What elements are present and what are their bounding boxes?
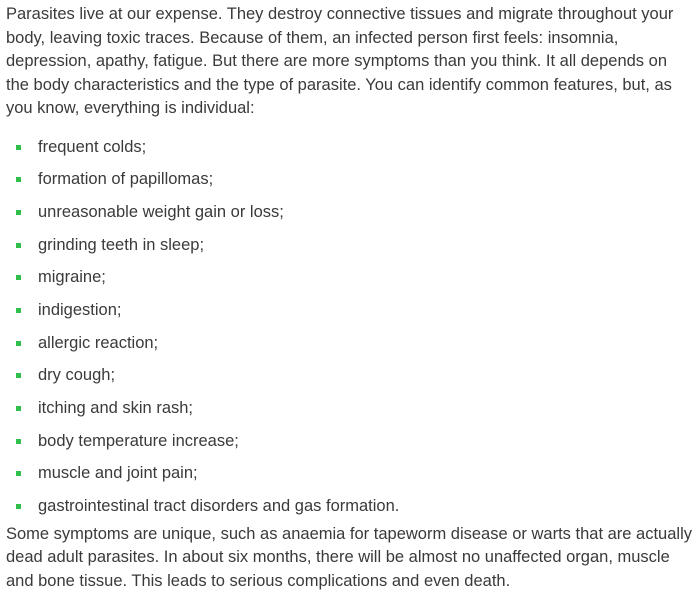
bullet-icon (16, 145, 21, 150)
bullet-icon (16, 471, 21, 476)
list-item-label: formation of papillomas; (38, 170, 214, 189)
list-item-label: allergic reaction; (38, 333, 159, 352)
outro-paragraph: Some symptoms are unique, such as anaemia for tapeworm disease or warts that are actually dead adult parasites. In about six months, there will be almost no unaffected organ, muscle and bone tissue. This leads to serious complications and even death. (6, 524, 692, 590)
list-item-label: muscle and joint pain; (38, 464, 198, 483)
list-item (6, 425, 694, 458)
article-body (0, 3, 700, 593)
list-item (6, 229, 694, 262)
list-item-label: unreasonable weight gain or loss; (38, 202, 284, 221)
list-item-label: grinding teeth in sleep; (38, 235, 205, 254)
list-item (6, 327, 694, 360)
list-item (6, 196, 694, 229)
list-item-label: body temperature increase; (38, 431, 239, 450)
list-item (6, 392, 694, 425)
list-item (6, 457, 694, 490)
bullet-icon (16, 210, 21, 215)
bullet-icon (16, 177, 21, 182)
list-item-label: indigestion; (38, 300, 122, 319)
bullet-icon (16, 308, 21, 313)
list-item (6, 163, 694, 196)
bullet-icon (16, 406, 21, 411)
list-item (6, 261, 694, 294)
bullet-icon (16, 504, 21, 509)
list-item (6, 490, 694, 523)
bullet-icon (16, 373, 21, 378)
bullet-icon (16, 275, 21, 280)
list-item-label: gastrointestinal tract disorders and gas formation. (38, 497, 400, 516)
bullet-icon (16, 243, 21, 248)
list-item-label: dry cough; (38, 366, 116, 385)
list-item-label: itching and skin rash; (38, 399, 194, 417)
list-item (6, 131, 694, 164)
bullet-icon (16, 341, 21, 346)
list-item-label: frequent colds; (38, 137, 147, 156)
symptom-list (6, 131, 694, 523)
list-item-label: migraine; (38, 268, 106, 287)
list-item (6, 294, 694, 327)
bullet-icon (16, 439, 21, 444)
list-item (6, 359, 694, 392)
intro-paragraph: Parasites live at our expense. They destroy connective tissues and migrate throughout your body, leaving toxic traces. Because of them, an infected person first feels: insomnia, depression, apathy, fatigue. But there are more symptoms than you think. It all depends on the body characteristics and the type of parasite. You can identify common features, but, as you know, everything is individual: (6, 5, 674, 117)
